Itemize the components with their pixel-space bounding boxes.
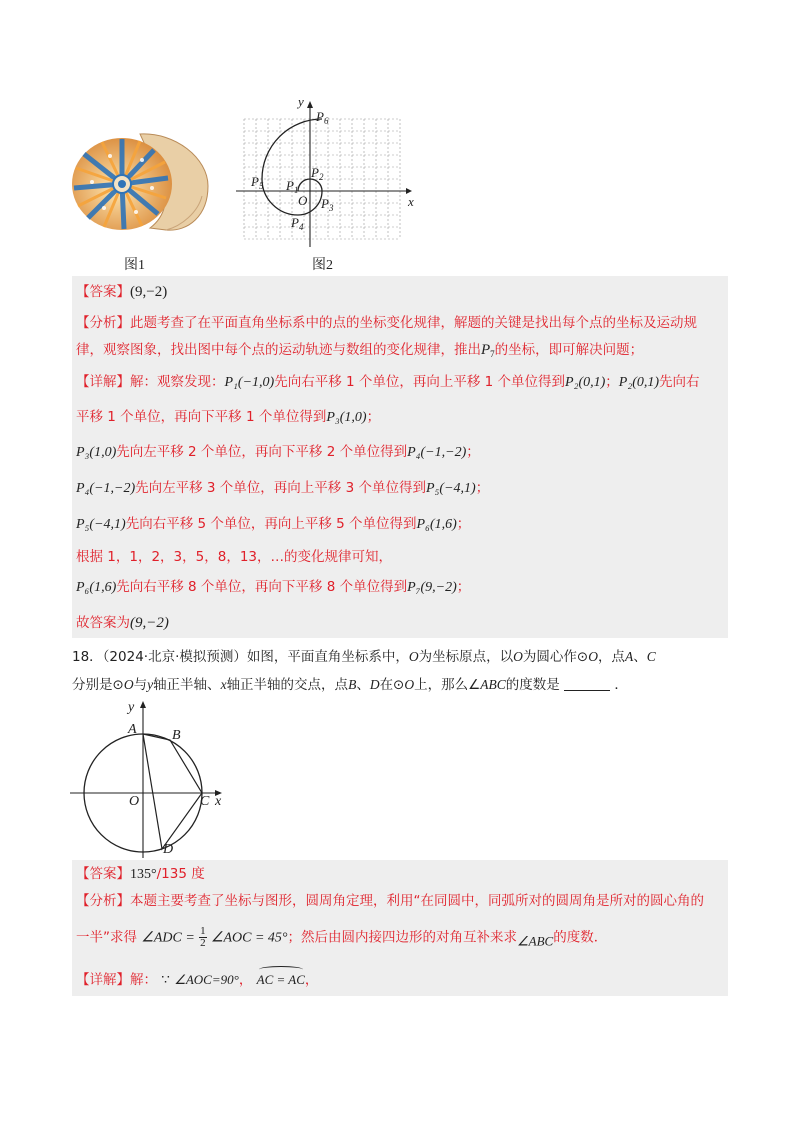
q18-question-line1: 18．（2024·北京·模拟预测）如图，平面直角坐标系中，O为坐标原点，以O为圆心作⊙O，点A、C xyxy=(72,649,656,665)
q17-detail-line8: 故答案为(9,−2) xyxy=(76,615,169,631)
q18-detail-line: 【详解】解： ∵ ∠AOC=90°， AC = AC， xyxy=(76,968,318,990)
fig2-label-p2: $P_2$ xyxy=(311,165,324,182)
fig2-label-p5: $P_5$ xyxy=(251,174,264,191)
nautilus-shell-figure xyxy=(70,126,212,236)
q17-answer-line xyxy=(76,282,167,302)
q17-detail-line7: P₆(1,6)先向右平移 8 个单位，再向下平移 8 个单位得到P₇(9,−2)； xyxy=(76,579,471,595)
figure2-caption: 图2 xyxy=(312,258,333,273)
detail-tag: 【详解】 xyxy=(76,374,130,390)
analysis-tag: 【分析】 xyxy=(76,315,130,331)
circle-label-c: C xyxy=(200,794,210,809)
fig2-label-y: y xyxy=(298,94,304,109)
answer-value: (9,−2) xyxy=(130,284,168,300)
fig2-label-p6: $P_6$ xyxy=(316,109,329,126)
q17-detail-line3: P₃(1,0)先向左平移 2 个单位，再向下平移 2 个单位得到P₄(−1,−2)； xyxy=(76,444,480,460)
quadrilateral-abcd xyxy=(143,734,202,849)
q17-detail-line4: P₄(−1,−2)先向左平移 3 个单位，再向上平移 3 个单位得到P₅(−4,1)； xyxy=(76,480,490,496)
figure1-caption: 图1 xyxy=(124,258,145,273)
q18-analysis-line2: 一半”求得 ∠ADC = $\frac{1}{2}$ ∠AOC = 45°；然后由圆内接四边形的对角互补来求∠ABC的度数． xyxy=(76,925,608,949)
fig2-label-x: x xyxy=(408,194,414,209)
q18-question-line2: 分别是⊙O与y轴正半轴、x轴正半轴的交点，点B、D在⊙O上，那么∠ABC的度数是 ． xyxy=(72,677,628,693)
q17-analysis-line1: 【分析】此题考查了在平面直角坐标系中的点的坐标变化规律，解题的关键是找出每个点的坐标及运动规 xyxy=(76,315,697,331)
q18-answer-line: 【答案】135°/135 度 xyxy=(76,866,205,882)
q17-detail-line6: 根据 1，1，2，3，5，8，13，…的变化规律可知， xyxy=(76,549,393,565)
circle-label-a: A xyxy=(128,722,137,737)
answer-tag: 【答案】 xyxy=(76,284,130,300)
q17-analysis-line2: 律，观察图象，找出图中每个点的运动轨迹与数组的变化规律，推出$P_7$的坐标，即可解决问题； xyxy=(76,342,644,359)
answer-blank xyxy=(564,676,610,691)
circle-label-x: x xyxy=(215,794,222,809)
circle-label-d: D xyxy=(163,842,174,857)
fraction-half: $\frac{1}{2}$ xyxy=(200,925,206,949)
q17-detail-line2: 平移 1 个单位，再向下平移 1 个单位得到P₃(1,0)； xyxy=(76,409,381,425)
circle-label-b: B xyxy=(172,728,181,743)
fig2-label-origin: O xyxy=(298,193,308,208)
q18-analysis-line1: 【分析】本题主要考查了坐标与图形，圆周角定理，利用“在同圆中，同弧所对的圆周角是所对的圆心角的 xyxy=(76,893,704,909)
q17-detail-line5: P₅(−4,1)先向右平移 5 个单位，再向上平移 5 个单位得到P₆(1,6)； xyxy=(76,516,471,532)
arc-mark xyxy=(259,966,303,973)
arc-equation: AC = AC xyxy=(257,968,305,990)
circle-label-y: y xyxy=(128,700,135,715)
q17-detail-line1: 【详解】解：观察发现：P₁(−1,0)先向右平移 1 个单位，再向上平移 1 个单位得到P₂(0,1)；P₂(0,1)先向右 xyxy=(76,374,700,390)
fig2-label-p3: $P_3$ xyxy=(321,196,334,213)
fig2-label-p1: $P_1$ xyxy=(286,178,299,195)
fig2-label-p4: $P_4$ xyxy=(291,215,304,232)
circle-figure xyxy=(66,700,236,860)
circle-label-o: O xyxy=(129,794,140,809)
